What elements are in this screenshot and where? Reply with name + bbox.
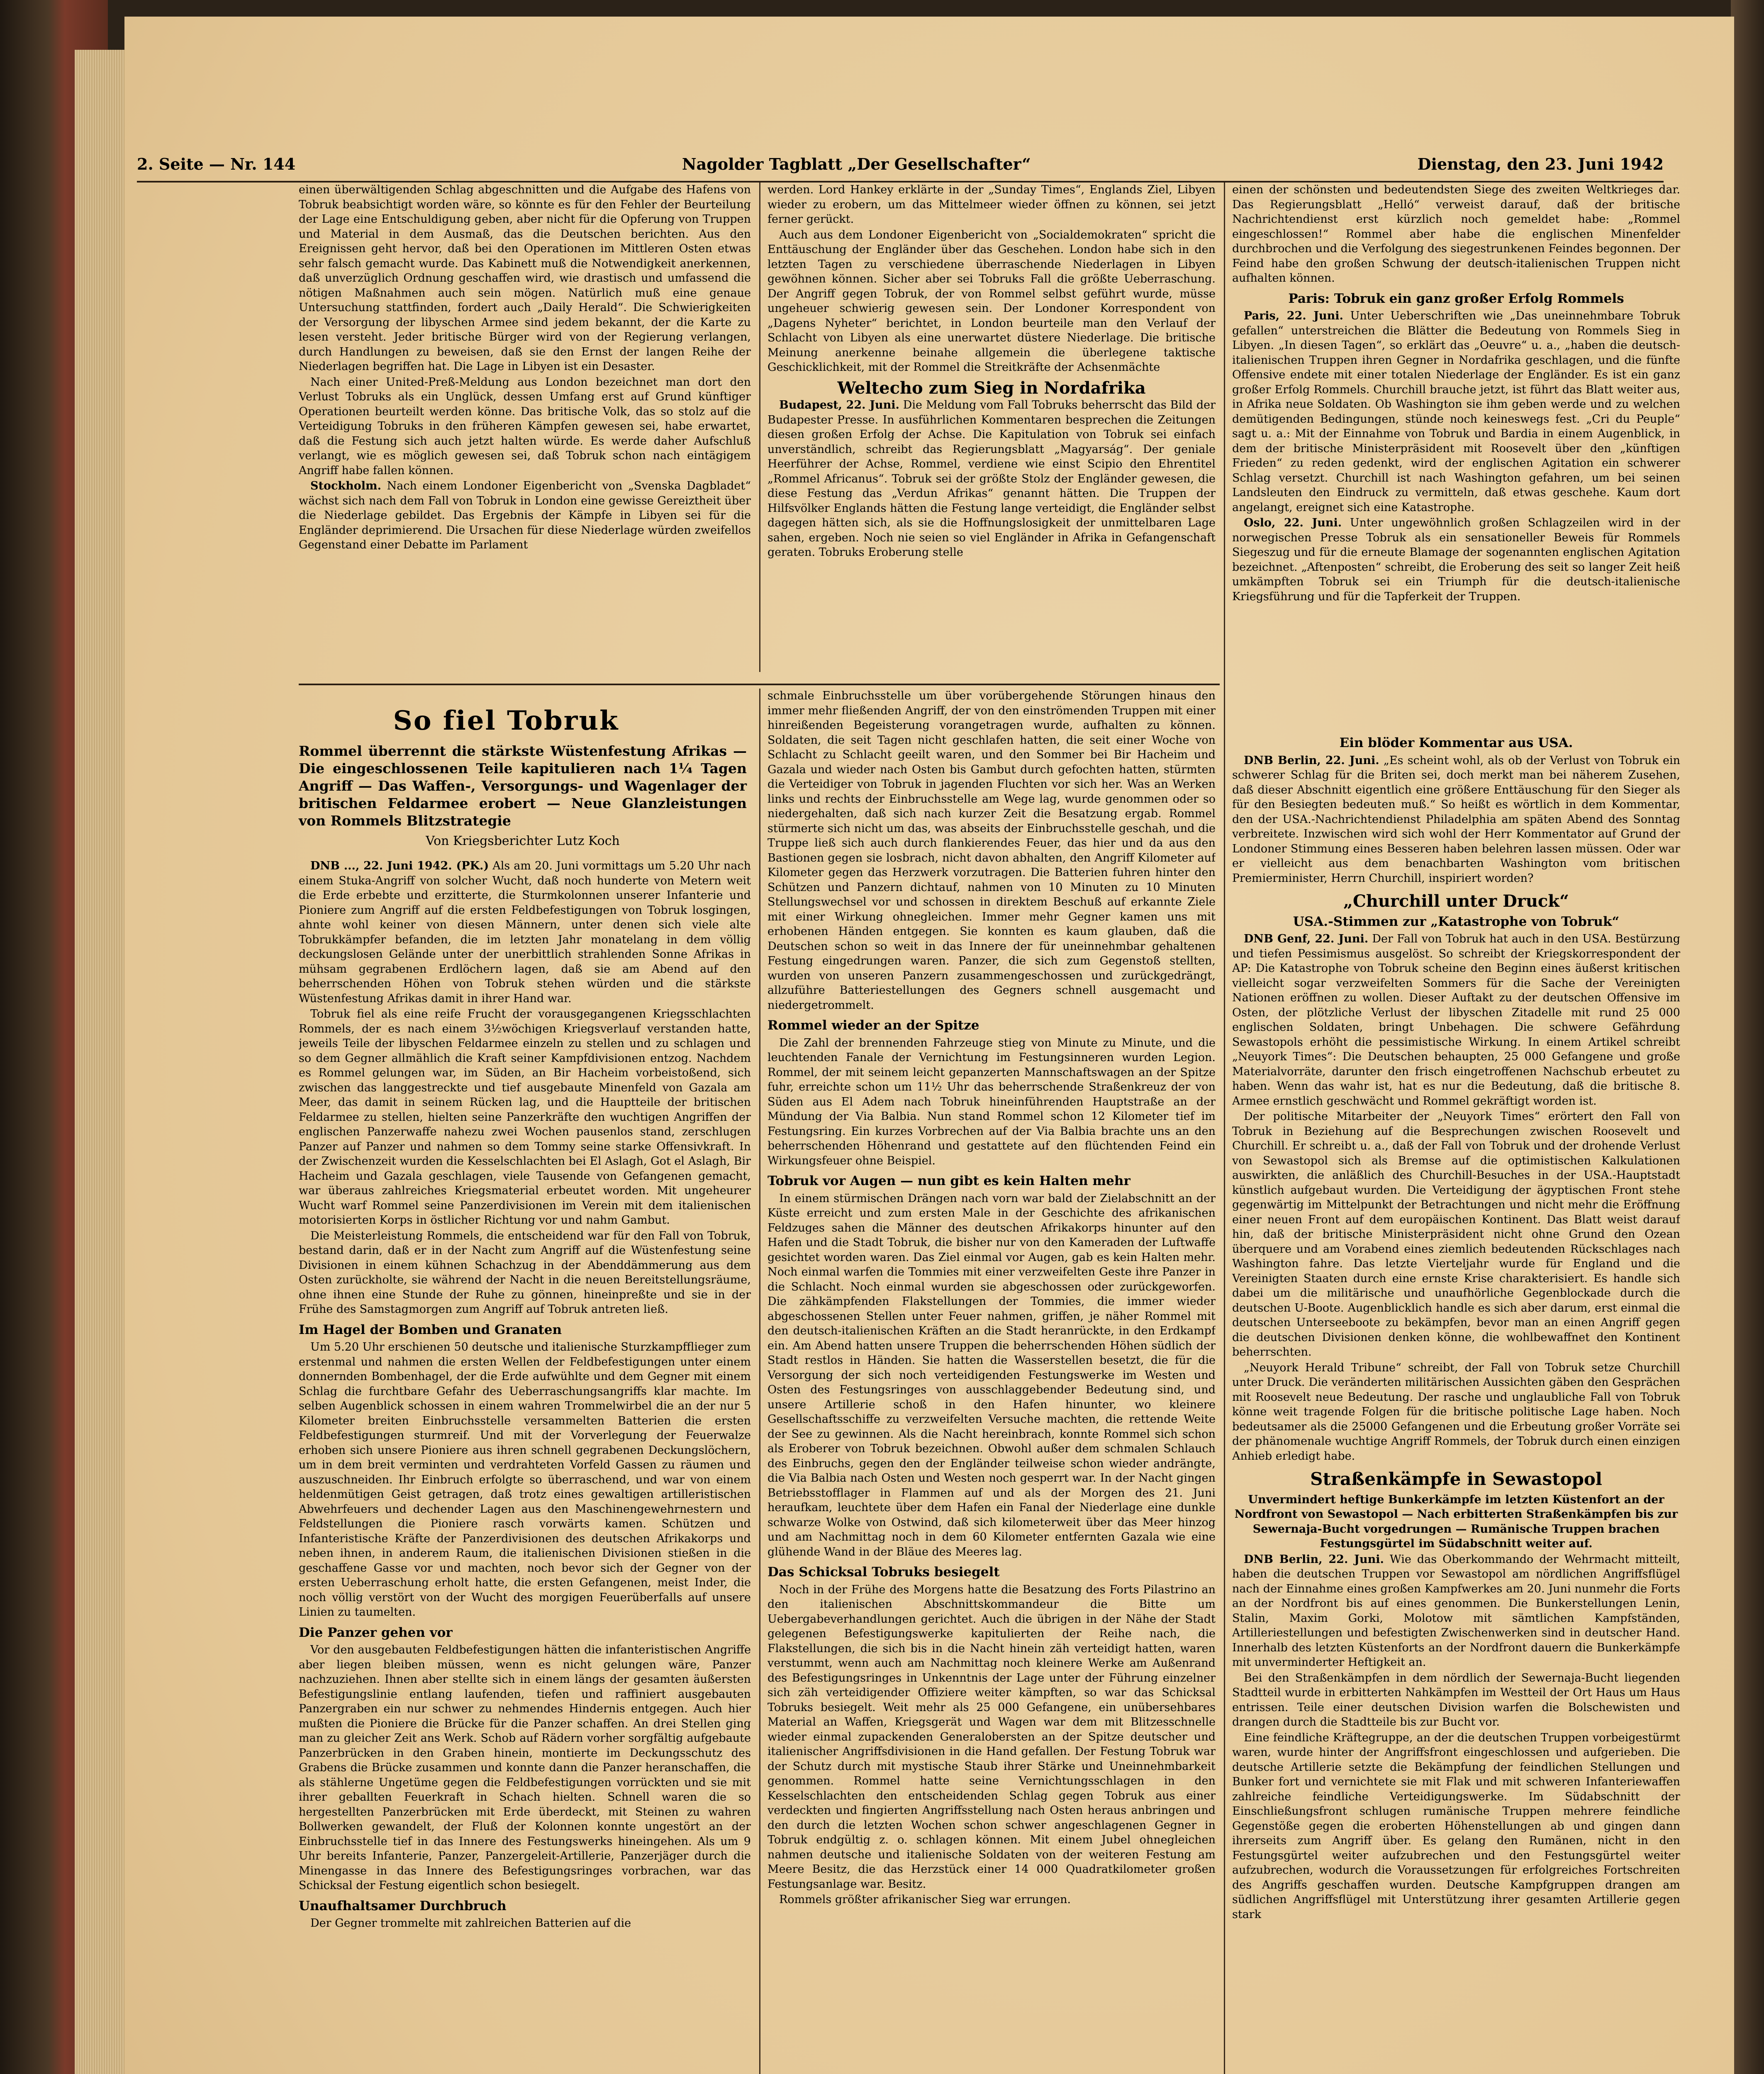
section-rule (299, 684, 1220, 685)
dateline: Oslo, 22. Juni. (1244, 516, 1342, 529)
paragraph: Die Zahl der brennenden Fahrzeuge stieg von Minute zu Minute, und die leuchtenden Fanale der Vernichtung im Festungsinneren wurden Legion. Rommel, der mit seinem leicht gepanzerten Mannschaftswagen an der Spitze fuhr, erreichte schon um 11½ Uhr das beherrschende Straßenkreuz der von Süden aus El Adem nach Tobruk hineinführenden Hauptstraße an der Mündung der Via Balbia. Nun stand Rommel schon 12 Kilometer tief im Festungsring. Ein kurzes Vorbrechen auf der Via Balbia brachte uns an den beherrschenden Höhenrand und gestattete auf den flüchtenden Feind ein Wirkungsfeuer ohne Beispiel. (767, 1036, 1216, 1167)
paragraph: Bei den Straßenkämpfen in dem nördlich der Sewernaja-Bucht liegenden Stadtteil wurde in erbitterten Nahkämpfen im Westteil der Ort Haus um Haus entrissen. Teile einer deutschen Division warfen die Bolschewisten und drangen durch die Stadtteile bis zur Bucht vor. (1232, 1671, 1680, 1728)
page-number: 2. Seite — Nr. 144 (137, 154, 296, 173)
subheading: Das Schicksal Tobruks besiegelt (767, 1565, 1000, 1580)
paragraph-text: „Es scheint wohl, als ob der Verlust von Tobruk ein schwerer Schlag für die Briten sei, doch merkt man bei näherem Zusehen, daß dieser Abschnitt eigentlich eine größere Enttäuschung für den Sieger als für den Besiegten bedeuten muß.“ So heißt es wörtlich in dem Kommentar, den der USA.-Nachrichtendienst Philadelphia am späten Abend des Sonntag verbreitete. Inzwischen wird sich wohl der Herr Kommentator auf Grund der Londoner Stimmung eines Besseren haben belehren lassen müssen. Oder war er vielleicht aus dem benachbarten Washington vom britischen Premierminister, Herrn Churchill, inspiriert worden? (1232, 754, 1680, 885)
paragraph: Noch in der Frühe des Morgens hatte die Besatzung des Forts Pilastrino an den italienischen Abschnittskommandeur die Bitte um Uebergabeverhandlungen gerichtet. Auch die übrigen in der Nähe der Stadt gelegenen Befestigungswerke kapitulierten der Reihe nach, die Flakstellungen, die sich bis in die Nacht hinein zäh verteidigt hatten, waren verstummt, wenn auch am Nachmittag noch kleinere Werke am Außenrand des Befestigungsringes in Unkenntnis der Lage unter der Führung einzelner sich zäh verteidigender Offiziere weiter kämpften, so war das Schicksal Tobruks besiegelt. Weit mehr als 25 000 Gefangene, ein unübersehbares Material an Waffen, Kriegsgerät und Wagen war dem mit Blitzesschnelle wieder einmal zupackenden Generalobersten an der Spitze deutscher und italienischer Angriffsdivisionen in die Hand gefallen. Der Festung Tobruk war der Schutz durch mit mystische Staub ihrer Stärke und Uneinnehmbarkeit genommen. Rommel hatte seine Vernichtungsschlagen in den Kesselschlachten den entscheidenden Schlag gegen Tobruk aus einer verdeckten und fingierten Angriffsstellung nach Osten heraus anbringen und den durch die letzten Wochen schon schwer angeschlagenen Gegner in Tobruk endgültig z. o. schlagen können. Mit einem Jubel ohnegleichen nahmen deutsche und italienische Soldaten von der weiteren Festung am Meere Besitz, die das Herzstück einer 14 000 Quadratkilometer großen Festungsanlage war. Besitz. (767, 1583, 1216, 1891)
byline: Von Kriegsberichter Lutz Koch (426, 834, 620, 848)
dateline: DNB Berlin, 22. Juni. (1244, 1553, 1384, 1566)
paragraph-text: Als am 20. Juni vormittags um 5.20 Uhr nach einem Stuka-Angriff von solcher Wucht, daß noch hunderte von Metern weit die Erde erbebte und erzitterte, die Sturmkolonnen unserer Infanterie und Pioniere zum Angriff auf die ersten Feldbefestigungen von Tobruk losgingen, ahnte wohl keiner von diesen Männern, unter denen sich viele alte Tobrukkämpfer befanden, die im letzten Jahr monatelang in dem völlig deckungslosen Gelände unter der unerbittlich strahlenden Sonne Afrikas in mühsam gegrabenen Erdlöchern lagen, daß sie am Abend auf den beherrschenden Höhen von Tobruk stehen würden und die stärkste Wüstenfestung Afrikas damit in ihrer Hand war. (299, 859, 751, 1005)
top-column-2 (767, 183, 1216, 676)
subheading: Die Panzer gehen vor (299, 1625, 453, 1640)
section-deck: Unvermindert heftige Bunkerkämpfe im letzten Küstenfort an der Nordfront von Sewastopol — Nach erbitterten Straßenkämpfen bis zur Sewernaja-Bucht vorgedrungen — Rumänische Truppen brachen Festungsgürtel im Südabschnitt weiter auf. (1234, 1493, 1678, 1550)
paragraph-text: Unter Ueberschriften wie „Das uneinnehmbare Tobruk gefallen“ unterstreichen die Blätter die Bedeutung von Rommels Sieg in Libyen. „In diesen Tagen“, so erklärt das „Oeuvre“ u. a., „haben die deutsch-italienischen Truppen ihren Gegner in Nordafrika geschlagen, und die fünfte Offensive endete mit einer totalen Niederlage der Engländer. Es ist ein ganz großer Erfolg Rommels. Churchill brauche jetzt, ist führt das Blatt weiter aus, in Afrika neue Soldaten. Ob Washington sie ihm geben werde und zu welchen demütigenden Bedingungen, stünde noch keineswegs fest. „Cri du Peuple“ sagt u. a.: Mit der Einnahme von Tobruk und Bardia in einem Augenblick, in dem der britische Ministerpräsident mit Roosevelt über den „künftigen Frieden“ zu reden gedenkt, wird der englischen Agitation ein schwerer Schlag versetzt. Churchill ist nach Washington gefahren, um bei seinen Landsleuten den Eindruck zu vermitteln, daß etwas geschehe. Kaum dort angelangt, ereignet sich eine Katastrophe. (1232, 309, 1680, 514)
masthead (137, 149, 1664, 183)
subheading: Tobruk vor Augen — nun gibt es kein Halten mehr (767, 1173, 1131, 1188)
paragraph: Auch aus dem Londoner Eigenbericht von „Socialdemokraten“ spricht die Enttäuschung der Engländer über das Geschehen. London habe sich in den letzten Tagen zu verschiedene überraschende Niederlagen in Libyen gewöhnen können. Sicher aber sei Tobruks Fall die größte Ueberraschung. Der Angriff gegen Tobruk, der von Rommel selbst geführt wurde, müsse ungeheuer schwierig gewesen sein. Der Londoner Korrespondent von „Dagens Nyheter“ berichtet, in London beurteile man den Verlauf der Schlacht von Libyen als eine unerwartet düstere Niederlage. Die britische Meinung anerkenne beinahe allgemein die überlegene taktische Geschicklichkeit, mit der Rommel die Streitkräfte der Achsenmächte (767, 228, 1216, 374)
paragraph: Tobruk fiel als eine reife Frucht der vorausgegangenen Kriegsschlachten Rommels, der es nach einem 3½wöchigen Kriegsverlauf verstanden hatte, jeweils Teile der libyschen Feldarmee einzeln zu stellen und zu schlagen und so dem Gegner allmählich die Kraft seiner Kampfdivisionen entzog. Nachdem es Rommel gelungen war, im Süden, an Bir Hacheim vorbeistoßend, sich zwischen das langgestreckte und tief ausgebaute Minenfeld von Gazala am Meer, das damit in seinem Rücken lag, und die Hauptteile der britischen Feldarmee zu stellen, hielten seine Panzerkräfte den wuchtigen Angriffen der englischen Panzerwaffe nahezu zwei Wochen pausenlos stand, zerschlugen Panzer auf Panzer und nahmen so dem Tommy seine starke Offensivkraft. In der Zwischenzeit wurden die Kesselschlachten bei El Aslagh, Got el Aslagh, Bir Hacheim und Gazala geschlagen, viele Tausende von Gefangenen gemacht, war überaus zahlreiches Kriegsmaterial erbeutet worden. Mit ungeheurer Wucht warf Rommel seine Panzerdivisionen im Verein mit dem italienischen motorisierten Korps in östlicher Richtung vor und nahm Gambut. (299, 1008, 751, 1227)
column-rule (759, 689, 760, 2074)
dateline: DNB ..., 22. Juni 1942. (PK.) (310, 859, 489, 872)
paragraph: Vor den ausgebauten Feldbefestigungen hätten die infanteristischen Angriffe aber liegen bleiben müssen, wenn es nicht gelungen wäre, Panzer nachzuziehen. Ihnen aber stellte sich in einem längs der gesamten äußersten Befestigungslinie entlang laufenden, tiefen und raffiniert ausgebauten Panzergraben ein nur schwer zu nehmendes Hindernis entgegen. Auch hier mußten die Pioniere die Brücke für die Panzer schaffen. An drei Stellen ging man zu gleicher Zeit ans Werk. Schob auf Rädern vorher sorgfältig aufgebaute Panzerbrücken in den Graben hinein, montierte im Deckungsschutz des Grabens die Brücke zusammen und konnte dann die Panzer heranschaffen, die als stählerne Ungetüme gegen die Feldbefestigungen vorrückten und sie mit ihrer geballten Feuerkraft in Schach hielten. Schnell waren die so hergestellten Panzerbrücken mit Erde überdeckt, mit Steinen zu wahren Bollwerken gewandelt, der Fluß der Kolonnen konnte ungestört an der Einbruchsstelle tief in das Innere des Festungswerks hineingehen. Als um 9 Uhr bereits Infanterie, Panzer, Panzergeleit-Artillerie, Panzerjäger durch die Minengasse in das Innere des Befestigungsringes vorbrachen, war das Schicksal der Festung eigentlich schon besiegelt. (299, 1643, 751, 1892)
section-subheading: USA.-Stimmen zur „Katastrophe von Tobruk“ (1293, 914, 1620, 929)
paragraph: „Neuyork Herald Tribune“ schreibt, der Fall von Tobruk setze Churchill unter Druck. Die veränderten militärischen Aussichten gäben den Gesprächen mit Roosevelt neue Bedeutung. Der rasche und unglaubliche Fall von Tobruk könne weit tragende Folgen für die britische politische Lage haben. Noch bedeutsamer als die 25000 Gefangenen und die Erbeutung großer Vorräte sei der phänomenale wuchtige Angriff Rommels, der Tobruk durch einen einzigen Anhieb erledigt habe. (1232, 1361, 1680, 1463)
paragraph: Die Meisterleistung Rommels, die entscheidend war für den Fall von Tobruk, bestand darin, daß er in der Nacht zum Angriff auf die Wüstenfestung seine Divisionen in einem kühnen Schachzug in der Abenddämmerung aus dem Osten zurückholte, sie während der Nacht in die neuen Bereitstellungsräume, ohne ihnen eine Stunde der Ruhe zu gönnen, hineinpreßte und sie in der Frühe des Samstagmorgen zum Angriff auf Tobruk antreten ließ. (299, 1229, 751, 1316)
paragraph-text: Wie das Oberkommando der Wehrmacht mitteilt, haben die deutschen Truppen vor Sewastopol am nördlichen Angriffsflügel nach der Einnahme eines großen Kampfwerkes am 20. Juni nunmehr die Forts an der Nordfront bis auf eines genommen. Die Bunkerstellungen Lenin, Stalin, Maxim Gorki, Molotow mit sämtlichen Kampfständen, Artilleriestellungen und befestigten Zwischenwerken sind in deutscher Hand. Innerhalb des letzten Küstenforts an der Nordfront dauern die Bunkerkämpfe mit unverminderter Heftigkeit an. (1232, 1553, 1680, 1669)
paragraph: In einem stürmischen Drängen nach vorn war bald der Zielabschnitt an der Küste erreicht und zum ersten Male in der Geschichte des afrikanischen Feldzuges sahen die Männer des deutschen Afrikakorps hinunter auf den Hafen und die Stadt Tobruk, die bisher nur von den Kameraden der Luftwaffe gesichtet worden waren. Das Ziel einmal vor Augen, gab es kein Halten mehr. Noch einmal warfen die Tommies mit einer verzweifelten Geste ihre Panzer in die Schlacht. Noch einmal wurden sie abgeschossen oder zurückgeworfen. Die zähkämpfenden Flakstellungen der Tommies, die immer wieder abgeschossenen Stellen unter Feuer nahmen, griffen, je näher Rommel mit den deutsch-italienischen Kräften an die Stadt heranrückte, in den Erdkampf ein. Am Abend hatten unsere Truppen die beherrschenden Höhen südlich der Stadt restlos in Händen. Sie hatten die Wasserstellen besetzt, die für die Versorgung der sich noch verteidigenden Festungswerke im Westen und Osten des Festungsringes von ausschlaggebender Bedeutung sind, und unsere Artillerie schoß in den Hafen hinunter, wo kleinere Gesellschaftsschiffe zu verzweifelten Versuche machten, die rettende Weite der See zu gewinnen. Als die Nacht hereinbrach, konnte Rommel sich schon als Eroberer von Tobruk bezeichnen. Obwohl außer dem schmalen Schlauch des Einbruchs, gegen den der Engländer teilweise schon wieder andrängte, die Via Balbia nach Osten und Westen noch gesperrt war. In der Nacht gingen Betriebsstofflager in Flammen auf und als der Morgen des 21. Juni heraufkam, leuchtete über dem Hafen ein Fanal der Niederlage eine dunkle schwarze Wolke von Ostwind, daß sich kilometerweit über das Meer hinzog und am Nachmittag noch in dem 60 Kilometer entfernten Gazala wie eine glühende Wand in der Bläue des Meeres lag. (767, 1192, 1216, 1558)
paragraph: schmale Einbruchsstelle um über vorübergehende Störungen hinaus den immer mehr fließenden Angriff, der von den einströmenden Truppen mit einer hinreißenden Begeisterung vorangetragen wurde, aufhalten zu können. Soldaten, die seit Tagen nicht geschlafen hatten, die seit einer Woche von Schlacht zu Schlacht geeilt waren, und den Sommer bei Bir Hacheim und Gazala und wieder nach Osten bis Gambut durch gefochten hatten, stürmten die Verteidiger von Tobruk in jagenden Fluchten vor sich her. Was an Werken links und rechts der Einbruchsstelle am Wege lag, wurde genommen oder so niedergehalten, daß sich nach kurzer Zeit die Besatzung ergab. Rommel stürmerte sich nicht um das, was abseits der Einbruchsstelle geschah, und die Truppe ließ sich auch durch flankierendes Feuer, das hier und da aus den Bastionen gegen sie losbrach, nicht davon abhalten, den Angriff Kilometer auf Kilometer gegen das Herzwerk vorzutragen. Die Batterien fuhren hinter den Schützen und Panzern dichtauf, nahmen von 10 Minuten zu 10 Minuten Stellungswechsel vor und schossen in direktem Beschuß auf erkannte Ziele mit einer Wirkung ohnegleichen. Immer mehr Gegner kamen uns mit erhobenen Händen entgegen. Sie konnten es kaum glauben, daß die Deutschen schon so weit in das Innere der für uneinnehmbar gehaltenen Festung eingedrungen waren. Panzer, die sich zum Gegenstoß stellten, wurden von unseren Panzern zusammengeschossen und zurückgedrängt, allzuführe Batteriestellungen des Gegners schnell ausgemacht und niedergetrommelt. (767, 689, 1216, 1012)
section-headline: „Churchill unter Druck“ (1343, 891, 1569, 911)
paragraph: Nach einer United-Preß-Meldung aus London bezeichnet man dort den Verlust Tobruks als ein Unglück, dessen Umfang erst auf Grund künftiger Operationen beurteilt werden könne. Das britische Volk, das so stolz auf die Verteidigung Tobruks in den früheren Kämpfen gewesen sei, habe erwartet, daß die Festung sich auch jetzt halten würde. Es werde daher Aufschluß verlangt, wie es möglich gewesen sei, daß Tobruk schon nach eintägigem Angriff habe fallen können. (299, 375, 751, 477)
paragraph: Der politische Mitarbeiter der „Neuyork Times“ erörtert den Fall von Tobruk in Beziehung auf die Besprechungen zwischen Roosevelt und Churchill. Er schreibt u. a., daß der Fall von Tobruk und der drohende Verlust von Sewastopol sich als Bremse auf die optimistischen Kalkulationen auswirkten, die anläßlich des Churchill-Besuches in der USA.-Hauptstadt künstlich aufgebaut wurden. Die Verteidigung der ägyptischen Front stehe gegenwärtig im Mittelpunkt der Betrachtungen und nicht mehr die Eröffnung einer neuen Front auf dem europäischen Kontinent. Das Blatt weist darauf hin, daß der britische Ministerpräsident nicht ohne Grund den Ozean überquere und am Vorabend eines ziemlich bedeutenden Rückschlages nach Washington fahre. Das letzte Vierteljahr wurde für England und die Vereinigten Staaten durch eine ernste Krise charakterisiert. Es handle sich dabei um die militärische und unaufhörliche Gegenblockade durch die deutschen U-Boote. Augenblicklich handle es sich aber darum, erst einmal die deutschen Unterseeboote zu bekämpfen, bevor man an einen Angriff gegen die deutschen Divisionen denken könne, die wohlbewaffnet den Kontinent beherrschten. (1232, 1110, 1680, 1358)
section-headline: Straßenkämpfe in Sewastopol (1310, 1469, 1602, 1489)
dateline: Stockholm. (310, 480, 381, 492)
dateline: DNB Genf, 22. Juni. (1244, 932, 1369, 945)
paragraph-text: Der Fall von Tobruk hat auch in den USA. Bestürzung und tiefen Pessimismus ausgelöst. So schreibt der Kriegskorrespondent der AP: Die Katastrophe von Tobruk scheine den Beginn eines äußerst kritischen vielleicht sogar verzweifelten Sommers für die Sache der Vereinigten Nationen eröffnen zu wollen. Dieser Auftakt zu der deutschen Offensive im Osten, der plötzliche Verlust der libyschen Zitadelle mit rund 25 000 englischen Soldaten, bringt Unbehagen. Die schwere Gefährdung Sewastopols erhöht die pessimistische Wirkung. In einem Artikel schreibt „Neuyork Times“: Die Deutschen behaupten, 25 000 Gefangene und große Materialvorräte, darunter den frisch eingetroffenen Nachschub erbeutet zu haben. Wenn das wahr ist, hat es nur die Bedeutung, daß die britische 8. Armee ernstlich geschwächt und Rommel gekräftigt worden ist. (1232, 932, 1680, 1108)
paragraph: Rommels größter afrikanischer Sieg war errungen. (779, 1893, 1071, 1906)
paragraph: einen der schönsten und bedeutendsten Siege des zweiten Weltkrieges dar. Das Regierungsblatt „Helló“ verweist darauf, daß der britische Nachrichtendienst erst kürzlich noch gemeldet habe: „Rommel eingeschlossen!“ Rommel aber habe die englischen Minenfelder durchbrochen und die Verfolgung des siegestrunkenen Feindes begonnen. Der Feind habe den großen Schwung der deutsch-italienischen Truppen nicht aufhalten können. (1232, 183, 1680, 285)
paragraph: Eine feindliche Kräftegruppe, an der die deutschen Truppen vorbeigestürmt waren, wurde hinter der Angriffsfront eingeschlossen und aufgerieben. Die deutsche Artillerie setzte die Bekämpfung der feindlichen Stellungen und Bunker fort und vernichtete sie mit Flak und mit schweren Infanteriewaffen zahlreiche feindliche Verteidigungswerke. Im Südabschnitt der Einschließungsfront schlugen rumänische Truppen mehrere feindliche Gegenstöße gegen die eroberten Höhenstellungen ab und gingen dann ihrerseits zum Angriff über. Es gelang den Rumänen, nicht in den Festungsgürtel weiter aufzubrechen und den Festungsgürtel weiter aufzubrechen, wodurch die Voraussetzungen für erfolgreiches Fortschreiten des Angriffs geschaffen wurden. Deutsche Kampfgruppen drangen am südlichen Angriffsflügel mit Unterstützung ihrer gesamten Artillerie gegen stark (1232, 1731, 1680, 1921)
paragraph: Der Gegner trommelte mit zahlreichen Batterien auf die (310, 1917, 631, 1930)
main-headline: So fiel Tobruk (393, 705, 619, 736)
column-rule (1224, 183, 1225, 2074)
section-heading: Ein blöder Kommentar aus USA. (1339, 735, 1573, 750)
top-column-3 (1232, 183, 1680, 722)
paragraph-text: Die Meldung vom Fall Tobruks beherrscht das Bild der Budapester Presse. In ausführlichen Kommentaren besprechen die Zeitungen diesen großen Erfolg der Achse. Die Kapitulation von Tobruk sei einfach unverständlich, schreibt das Regierungsblatt „Magyarság“. Der geniale Heerführer der Achse, Rommel, verdiene wie einst Scipio den Ehrentitel „Rommel Africanus“. Tobruk sei der größte Stolz der Engländer gewesen, die diese Festung das „Verdun Afrikas“ genannt hätten. Die Truppen der Hilfsvölker Englands hätten die Festung lange verteidigt, die Engländer selbst dagegen hätten sich, als sie die Hoffnungslosigkeit der unmittelbaren Lage sahen, ergeben. Noch nie seien so viel Engländer in Afrika in Gefangenschaft geraten. Tobruks Eroberung stelle (767, 399, 1216, 559)
right-page-edge (1731, 0, 1764, 2074)
issue-date: Dienstag, den 23. Juni 1942 (1417, 154, 1664, 173)
page-edges (75, 50, 124, 2074)
newspaper-name: Nagolder Tagblatt „Der Gesellschafter“ (682, 154, 1031, 173)
dateline: Paris, 22. Juni. (1244, 309, 1343, 322)
right-column (1232, 730, 1680, 2074)
dateline: DNB Berlin, 22. Juni. (1244, 754, 1379, 767)
paragraph-text: Nach einem Londoner Eigenbericht von „Svenska Dagbladet“ wächst sich nach dem Fall von Tobruk in London eine gewisse Gereiztheit über die Niederlage gebildet. Das Ergebnis der Kämpfe in Libyen sei für die Engländer deprimierend. Die Ursachen für diese Niederlage würden zweifellos Gegenstand einer Debatte im Parlament (299, 480, 751, 551)
paragraph: einen überwältigenden Schlag abgeschnitten und die Aufgabe des Hafens von Tobruk beabsichtigt worden wäre, so könnte es für den Fehler der Beurteilung der Lage eine Entschuldigung geben, aber nicht für die Opferung von Truppen und Material in dem Ausmaß, das die Deutschen berichten. Aus den Ereignissen geht hervor, daß bei den Operationen im Mittleren Osten etwas sehr falsch gemacht wurde. Das Kabinett muß die Notwendigkeit anerkennen, daß unverzüglich Ordnung geschaffen wird, wie drastisch und umfassend die nötigen Maßnahmen auch sein mögen. Natürlich muß eine genaue Untersuchung stattfinden, fordert auch „Daily Herald“. Die Schwierigkeiten der Versorgung der libyschen Armee sind jedem bekannt, der die Karte zu lesen versteht. Jeder britische Bürger wird von der Regierung verlangen, durch Handlungen zu beweisen, daß sie den Ernst der langen Reihe der Niederlagen begriffen hat. Die Lage in Libyen ist ein Desaster. (299, 183, 751, 373)
paragraph: werden. Lord Hankey erklärte in der „Sunday Times“, Englands Ziel, Libyen wieder zu erobern, um das Mittelmeer wieder öffnen zu können, sei jetzt ferner gerückt. (767, 183, 1216, 226)
subheading: Unaufhaltsamer Durchbruch (299, 1898, 507, 1913)
main-article-column-2 (767, 689, 1216, 2074)
subheading: Im Hagel der Bomben und Granaten (299, 1322, 562, 1337)
main-article-column (299, 859, 751, 2074)
section-heading: Paris: Tobruk ein ganz großer Erfolg Rommels (1288, 291, 1624, 306)
main-subheadline: Rommel überrennt die stärkste Wüstenfestung Afrikas — Die eingeschlossenen Teile kapitulieren nach 1¼ Tagen Angriff — Das Waffen-, Versorgungs- und Wagenlager der britischen Feldarmee erobert — Neue Glanzleistungen von Rommels Blitzstrategie (299, 743, 747, 829)
subheading: Rommel wieder an der Spitze (767, 1018, 979, 1033)
dateline: Budapest, 22. Juni. (779, 399, 899, 411)
section-heading: Weltecho zum Sieg in Nordafrika (837, 378, 1146, 398)
column-rule (759, 183, 760, 672)
paragraph-text: Unter ungewöhnlich großen Schlagzeilen wird in der norwegischen Presse Tobruk als ein sensationeller Beweis für Rommels Siegeszug und für die erneute Blamage der sogenannten englischen Agitation bezeichnet. „Aftenposten“ schreibt, die Eroberung des seit so langer Zeit heiß umkämpften Tobruk sei ein Triumph für die deutsch-italienische Kriegsführung und für die Tapferkeit der Truppen. (1232, 516, 1680, 603)
paragraph: Um 5.20 Uhr erschienen 50 deutsche und italienische Sturzkampfflieger zum erstenmal und nahmen die ersten Wellen der Feldbefestigungen unter einem donnernden Bombenhagel, der die Erde aufwühlte und dem Gegner mit einem Schlag die furchtbare Gefahr des Ueberraschungsangriffs klar machte. Im selben Augenblick schossen in einem wahren Trommelwirbel die an der nur 5 Kilometer breiten Einbruchsstelle versammelten Batterien die ersten Feldbefestigungen sturmreif. Und mit der Vorverlegung der Feuerwalze erhoben sich unsere Pioniere aus ihren schnell gegrabenen Deckungslöchern, um in dem breit verminten und verdrahteten Vorfeld Gassen zu räumen und auszuschneiden. Ihr Einbruch erfolgte so überraschend, und war von einem heldenmütigen Geist getragen, daß trotz eines gewaltigen artilleristischen Abwehrfeuers und dechender Lagen aus den Maschinengewehrnestern und Feldstellungen die Pioniere rasch vorwärts kamen. Schützen und Infanteristische Kräfte der Panzerdivisionen des deutschen Afrikakorps und neben ihnen, in anderem Raum, die italienischen Divisionen stießen in die geschaffene Gasse vor und machten, noch bevor sich der Gegner von der ersten Ueberraschung erholt hatte, die ersten Gefangenen, meist Inder, die noch völlig verstört von der Wucht des morgigen Feuerüberfalls auf unsere Linien zu taumelten. (299, 1341, 751, 1619)
top-column-1 (299, 183, 751, 676)
